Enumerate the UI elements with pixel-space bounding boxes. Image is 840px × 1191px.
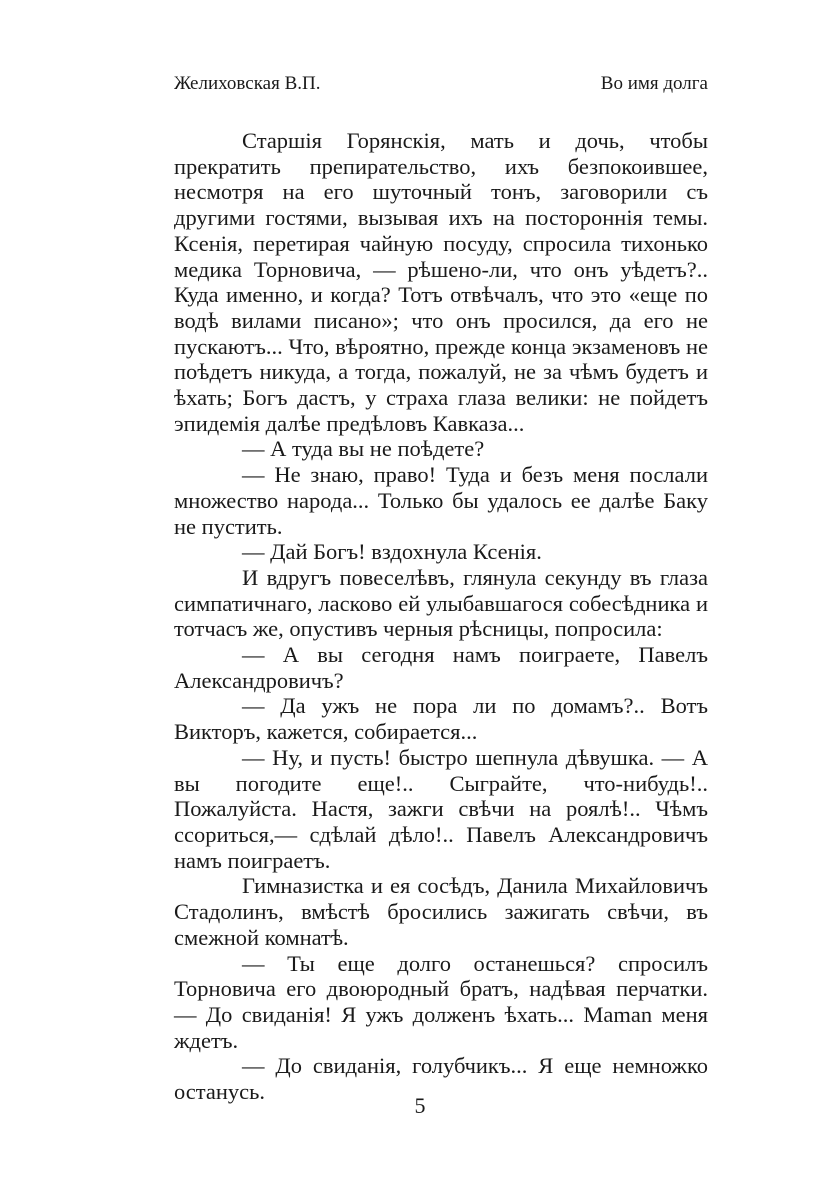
running-header xyxy=(174,72,708,96)
paragraph: И вдругъ повеселѣвъ, глянула секунду въ глаза симпатичнаго, ласково ей улыбавшагося собесѣдника и тотчасъ же, опустивъ черныя рѣсницы, попросила: xyxy=(174,564,708,642)
header-title: Во имя долга xyxy=(600,73,708,94)
paragraph: — Не знаю, право! Туда и безъ меня послали множество народа... Только бы удалось ее далѣе Баку не пустить. xyxy=(174,462,708,539)
paragraph: Старшія Горянскія, мать и дочь, чтобы прекратить препирательство, ихъ безпокоившее, несмотря на его шуточный тонъ, заговорили съ другими гостями, вызывая ихъ на постороннія темы. Ксенія, перетирая чайную посуду, спросила тихонько медика Торновича, — рѣшено-ли, что онъ уѣдетъ?.. Куда именно, и когда? Тотъ отвѣчалъ, что это «еще по водѣ вилами писано»; что онъ просился, да его не пускаютъ... Что, вѣроятно, прежде конца экзаменовъ не поѣдетъ никуда, а тогда, пожалуй, не за чѣмъ будетъ и ѣхать; Богъ дастъ, у страха глаза велики: не пойдетъ эпидемія далѣе предѣловъ Кавказа... xyxy=(174,128,708,436)
page-body xyxy=(174,128,708,1105)
paragraph: — А туда вы не поѣдете? xyxy=(242,436,485,462)
header-author: Желиховская В.П. xyxy=(174,73,321,94)
paragraph: — Да ужъ не пора ли по домамъ?.. Вотъ Викторъ, кажется, собирается... xyxy=(174,693,708,745)
paragraph: — Дай Богъ! вздохнула Ксенія. xyxy=(242,539,542,565)
paragraph: Гимназистка и ея сосѣдъ, Данила Михайловичъ Стадолинъ, вмѣстѣ бросились зажигать свѣчи, въ смежной комнатѣ. xyxy=(174,873,708,950)
paragraph: — До свиданія, голубчикъ... Я еще немножко останусь. xyxy=(174,1053,708,1105)
page-number: 5 xyxy=(414,1093,426,1118)
paragraph: — Ты еще долго останешься? спросилъ Торновича его двоюродный братъ, надѣвая перчатки. — До свиданія! Я ужъ долженъ ѣхать... Maman меня ждетъ. xyxy=(174,950,708,1053)
paragraph: — А вы сегодня намъ поиграете, Павелъ Александровичъ? xyxy=(174,642,708,693)
paragraph: — Ну, и пусть! быстро шепнула дѣвушка. — А вы погодите еще!.. Сыграйте, что-нибудь!.. Пожалуйста. Настя, зажги свѣчи на роялѣ!.. Чѣмъ ссориться,— сдѣлай дѣло!.. Павелъ Александровичъ намъ поиграетъ. xyxy=(174,744,708,873)
